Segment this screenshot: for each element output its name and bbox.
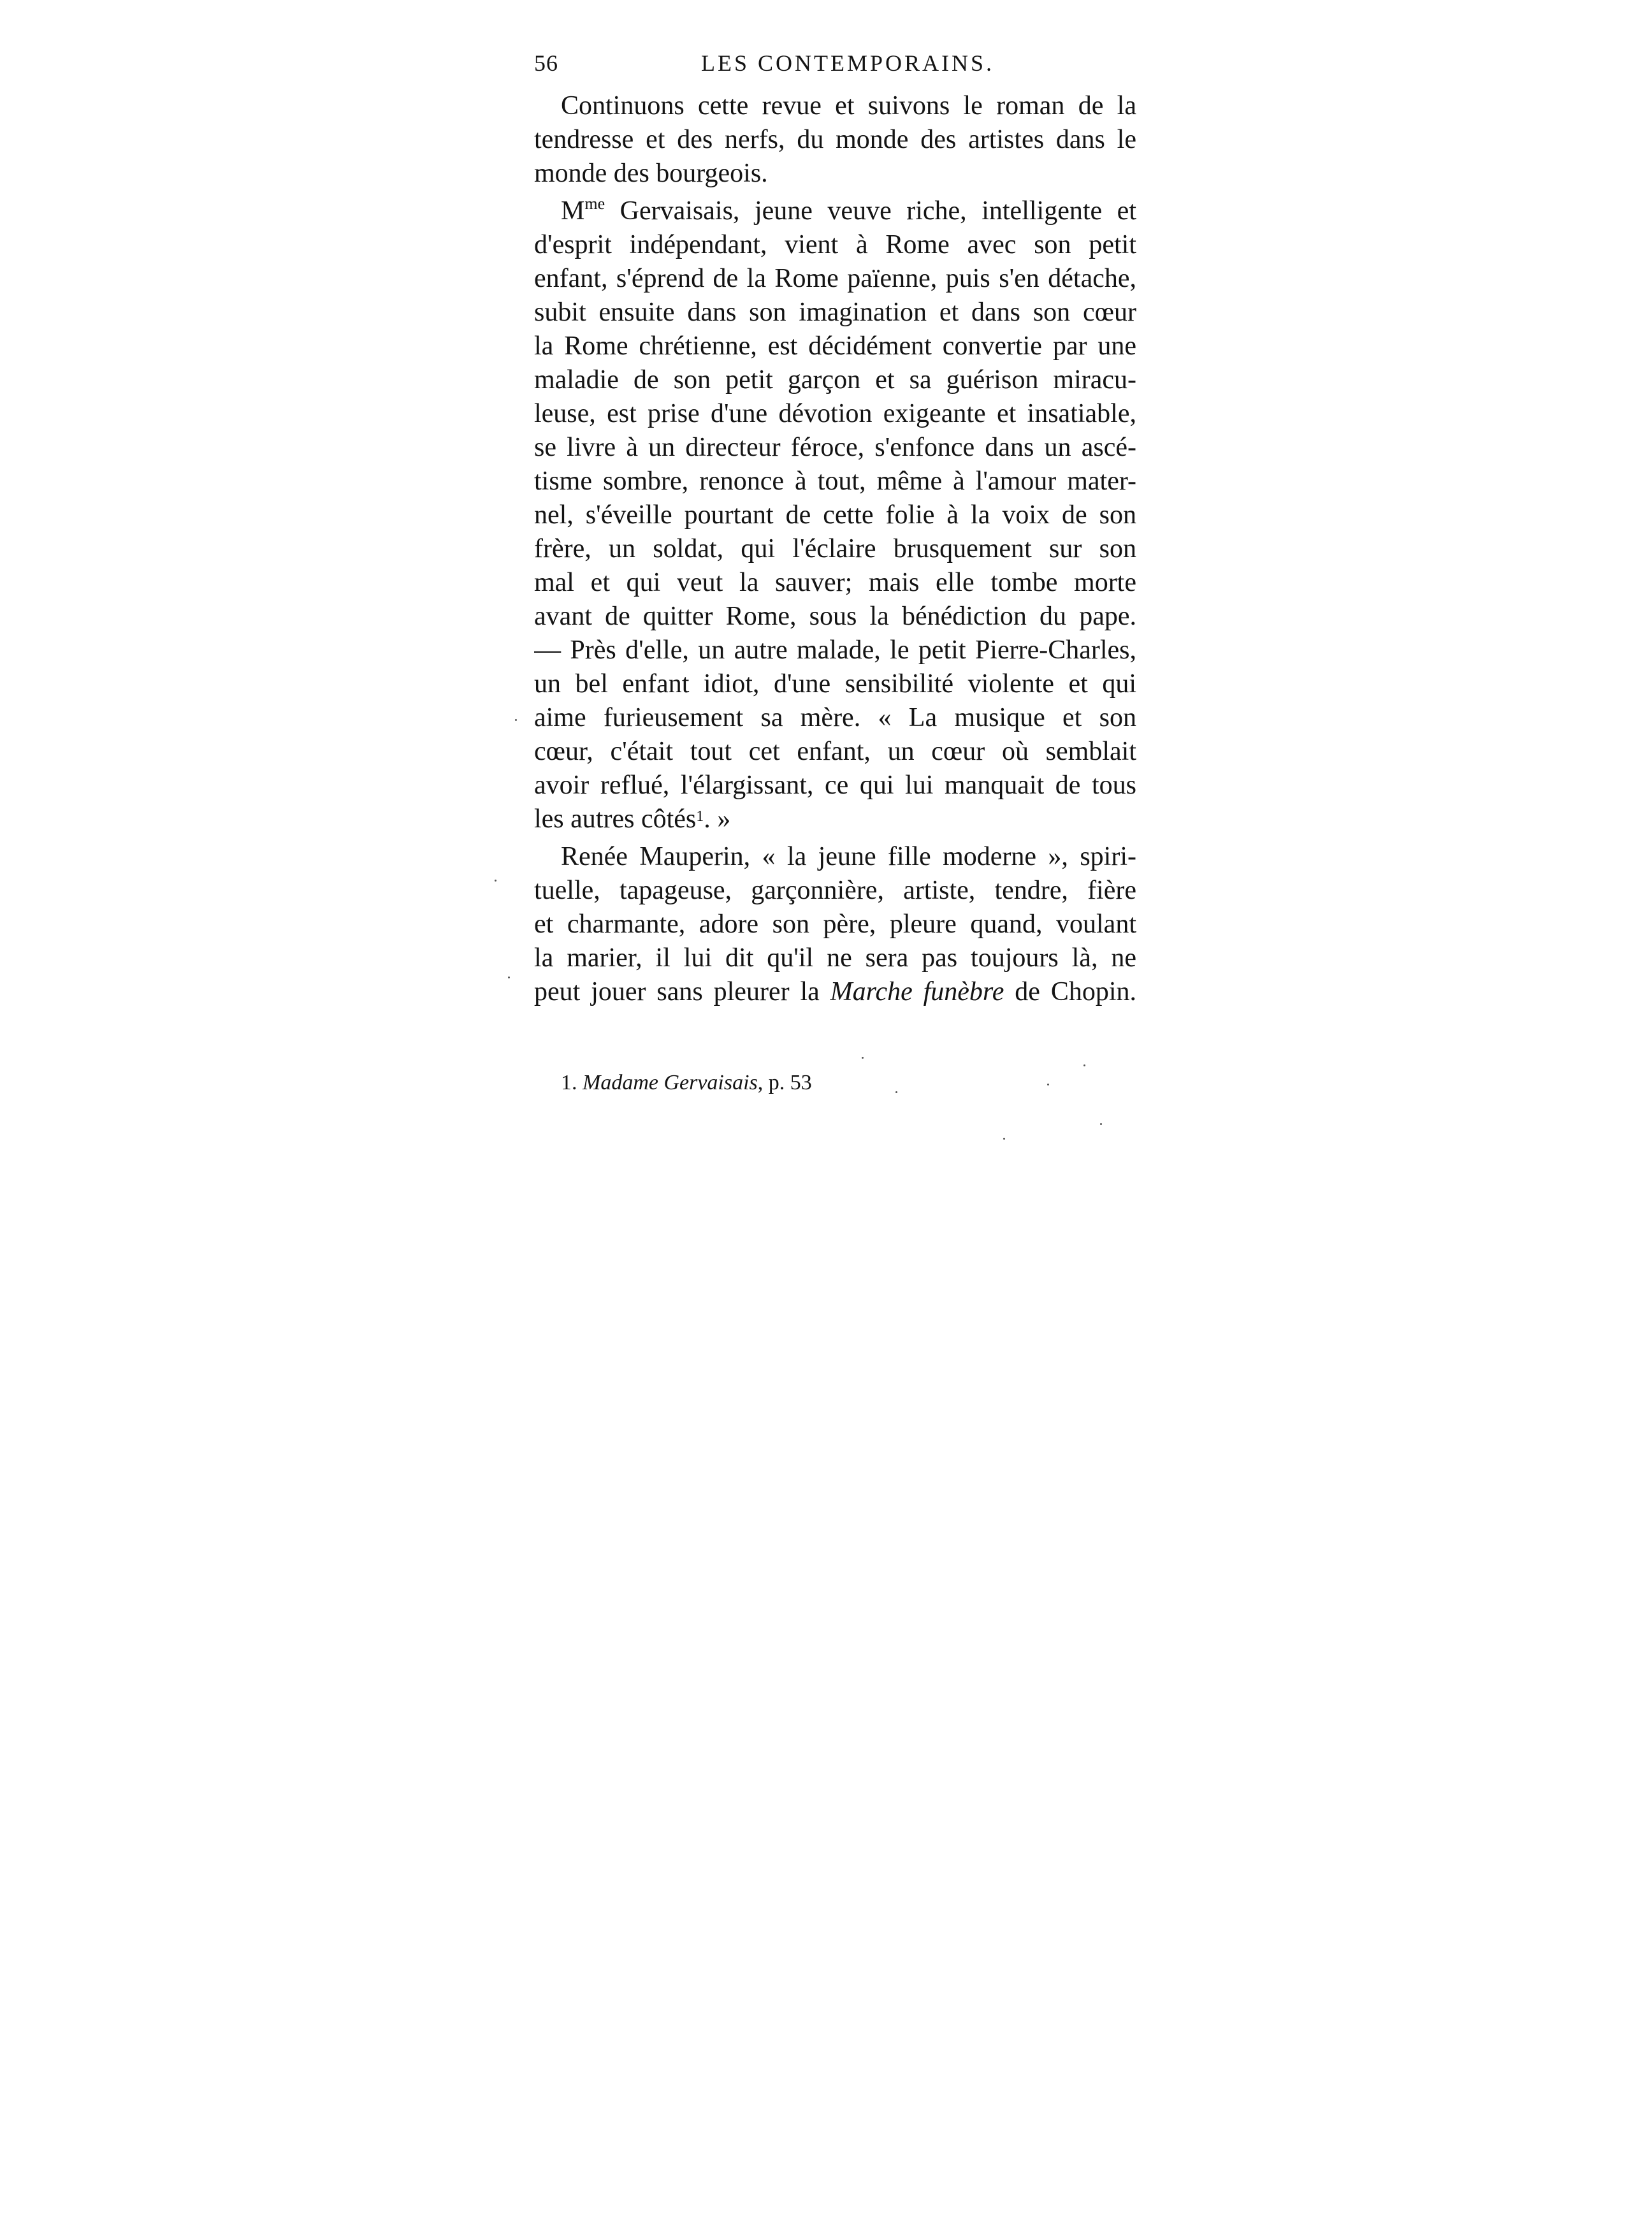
footnote-number: 1. (561, 1071, 577, 1094)
page-header (534, 47, 1136, 85)
closing-quote: . » (704, 804, 731, 834)
scan-speck (1083, 1064, 1085, 1066)
paragraph-2-line: la Rome chrétienne, est décidément convertie par une (534, 331, 1136, 361)
footnote (561, 1071, 812, 1095)
paragraph-2-line: tisme sombre, renonce à tout, même à l'amour mater- (534, 467, 1136, 496)
paragraph-2-line: mal et qui veut la sauver; mais elle tombe morte (534, 568, 1136, 597)
paragraph-3-line: Renée Mauperin, « la jeune fille moderne », spiri- (561, 842, 1136, 871)
paragraph-3-last-line-before: peut jouer sans pleurer la (534, 977, 830, 1006)
paragraph-3-last-line (534, 975, 1136, 1009)
paragraph-2-line-1 (534, 194, 1136, 228)
paragraph-2-line: cœur, c'était tout cet enfant, un cœur où semblait (534, 737, 1136, 766)
paragraph-2-line: maladie de son petit garçon et sa guérison miracu- (534, 365, 1136, 395)
scan-speck (1100, 1123, 1102, 1125)
paragraph-1-line-1: Continuons cette revue et suivons le roman de la (561, 91, 1136, 120)
paragraph-2-line: avoir reflué, l'élargissant, ce qui lui manquait de tous (534, 771, 1136, 800)
paragraph-2-line: avant de quitter Rome, sous la bénédiction du pape. (534, 602, 1136, 631)
paragraph-2-line: un bel enfant idiot, d'une sensibilité violente et qui (534, 669, 1136, 699)
paragraph-2-line: d'esprit indépendant, vient à Rome avec son petit (534, 230, 1136, 259)
paragraph-3-last-line-after: de Chopin. (1004, 977, 1136, 1006)
running-title: LES CONTEMPORAINS. (701, 50, 995, 76)
paragraph-2-line: se livre à un directeur féroce, s'enfonce dans un ascé- (534, 433, 1136, 462)
paragraph-1-line-2: tendresse et des nerfs, du monde des artistes dans le (534, 125, 1136, 154)
scan-speck (1047, 1084, 1049, 1085)
footnote-title: Madame Gervaisais (583, 1071, 758, 1094)
paragraph-2-line: aime furieusement sa mère. « La musique et son (534, 703, 1136, 732)
paragraph-2-line: subit ensuite dans son imagination et dans son cœur (534, 298, 1136, 327)
paragraph-2-line: nel, s'éveille pourtant de cette folie à la voix de son (534, 500, 1136, 530)
scan-speck (515, 719, 517, 721)
paragraph-1-line-3: monde des bourgeois. (534, 159, 768, 188)
paragraph-3-line: tuelle, tapageuse, garçonnière, artiste, tendre, fière (534, 876, 1136, 905)
madame-abbrev: M (561, 196, 585, 226)
body-text (534, 89, 1136, 1009)
footnote-reference[interactable]: 1 (696, 808, 704, 825)
scan-speck (495, 880, 496, 882)
scan-speck (862, 1057, 864, 1059)
page-number: 56 (534, 50, 558, 76)
paragraph-2-last-line (534, 802, 1136, 836)
work-title-italic: Marche funèbre (830, 977, 1004, 1006)
paragraph-3-line: la marier, il lui dit qu'il ne sera pas toujours là, ne (534, 943, 1136, 973)
footnote-rest: , p. 53 (757, 1071, 812, 1094)
scan-speck (508, 976, 510, 978)
madame-superscript: me (584, 194, 605, 213)
paragraph-2-line-1-text: Gervaisais, jeune veuve riche, intelligente et (605, 196, 1136, 226)
paragraph-3-line: et charmante, adore son père, pleure quand, voulant (534, 910, 1136, 939)
scan-speck (895, 1091, 897, 1093)
paragraph-2-line: leuse, est prise d'une dévotion exigeante et insatiable, (534, 399, 1136, 428)
paragraph-2-line: frère, un soldat, qui l'éclaire brusquement sur son (534, 534, 1136, 563)
scan-speck (1003, 1138, 1005, 1140)
paragraph-2-line: — Près d'elle, un autre malade, le petit Pierre-Charles, (534, 635, 1136, 665)
paragraph-2-last-line-text: les autres côtés (534, 804, 697, 834)
paragraph-2-line: enfant, s'éprend de la Rome païenne, puis s'en détache, (534, 264, 1136, 293)
